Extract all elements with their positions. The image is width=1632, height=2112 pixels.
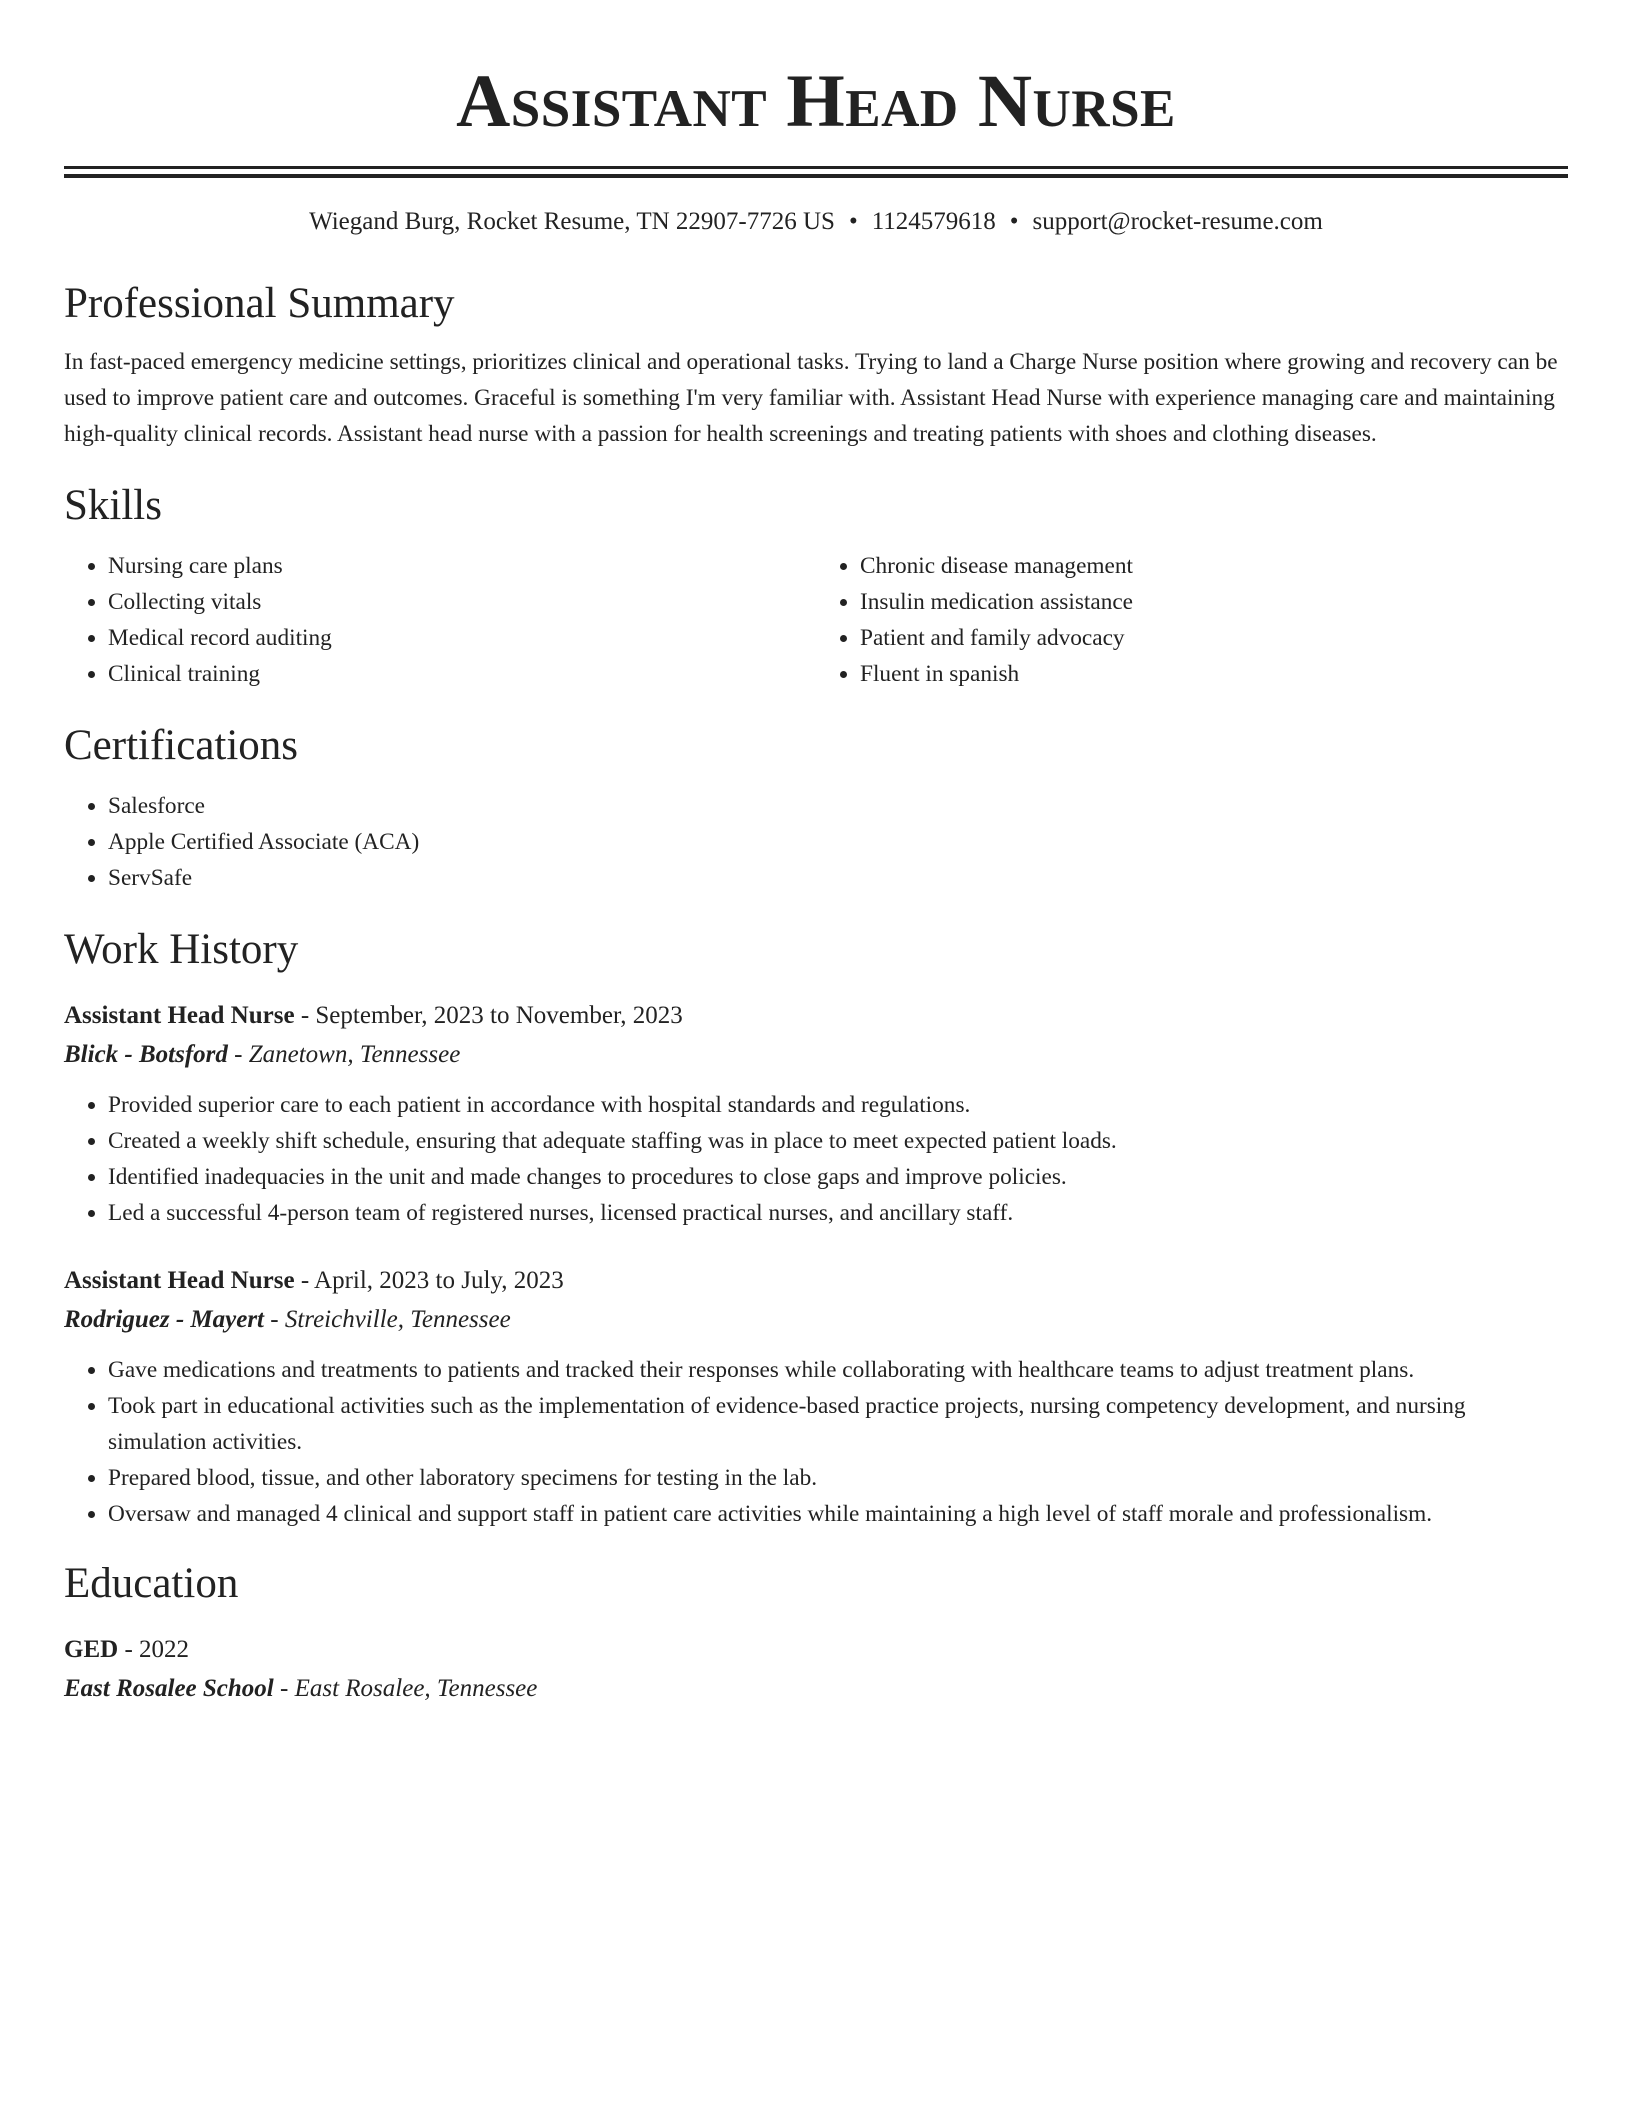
job-bullet: • Created a weekly shift schedule, ensuring that adequate staffing was in place to meet expected patient loads. bbox=[108, 1123, 1568, 1159]
job-location: - Streichville, Tennessee bbox=[264, 1306, 511, 1333]
job-bullet: • Provided superior care to each patient in accordance with hospital standards and regulations. bbox=[108, 1087, 1568, 1123]
job-company: Blick - Botsford bbox=[64, 1041, 228, 1068]
job-company: Rodriguez - Mayert bbox=[64, 1306, 264, 1333]
certifications-list bbox=[64, 788, 1568, 896]
education-school: East Rosalee School bbox=[64, 1675, 274, 1702]
skill-item: • Fluent in spanish bbox=[860, 656, 1568, 692]
section-title-education: Education bbox=[64, 1560, 239, 1607]
contact-email[interactable]: support@rocket-resume.com bbox=[1032, 208, 1323, 235]
skills-columns bbox=[64, 548, 1568, 692]
job-role: Assistant Head Nurse bbox=[64, 1002, 295, 1029]
header-divider bbox=[64, 166, 1568, 178]
certification-item: • Salesforce bbox=[108, 788, 1568, 824]
resume-name: Assistant Head Nurse bbox=[456, 60, 1176, 143]
job-location: - Zanetown, Tennessee bbox=[227, 1041, 461, 1068]
job-role: Assistant Head Nurse bbox=[64, 1267, 295, 1294]
skill-item: • Chronic disease management bbox=[860, 548, 1568, 584]
job-bullet: • Prepared blood, tissue, and other laboratory specimens for testing in the lab. bbox=[108, 1460, 1568, 1496]
job-employer bbox=[64, 1302, 1568, 1338]
job-entry bbox=[64, 998, 1568, 1231]
skill-item: • Insulin medication assistance bbox=[860, 584, 1568, 620]
section-title-work-history: Work History bbox=[64, 926, 299, 973]
skill-item: • Patient and family advocacy bbox=[860, 620, 1568, 656]
education-heading bbox=[64, 1632, 1568, 1668]
skill-item: • Clinical training bbox=[108, 656, 816, 692]
job-bullet: • Identified inadequacies in the unit and made changes to procedures to close gaps and improve policies. bbox=[108, 1159, 1568, 1195]
summary-text: In fast-paced emergency medicine settings, prioritizes clinical and operational tasks. Trying to land a Charge Nurse position where growing and recovery can be used to improve patient care and outcomes. Graceful is something I'm very familiar with. Assistant Head Nurse with experience managing care and maintaining high-quality clinical records. Assistant head nurse with a passion for health screenings and treating patients with shoes and clothing diseases. bbox=[64, 349, 1558, 447]
certification-item: • ServSafe bbox=[108, 860, 1568, 896]
job-bullet: • Took part in educational activities such as the implementation of evidence-based practice projects, nursing competency development, and nursing simulation activities. bbox=[108, 1388, 1568, 1460]
section-title-summary: Professional Summary bbox=[64, 280, 455, 327]
job-employer bbox=[64, 1037, 1568, 1073]
skill-item: • Nursing care plans bbox=[108, 548, 816, 584]
contact-line bbox=[64, 206, 1568, 238]
contact-phone: 1124579618 bbox=[871, 208, 996, 235]
job-bullet: • Led a successful 4-person team of registered nurses, licensed practical nurses, and ancillary staff. bbox=[108, 1195, 1568, 1231]
education-year: - 2022 bbox=[118, 1636, 190, 1663]
skills-list-left bbox=[64, 548, 816, 692]
job-dates: - September, 2023 to November, 2023 bbox=[294, 1002, 683, 1029]
contact-separator: • bbox=[848, 208, 858, 235]
job-entry bbox=[64, 1263, 1568, 1532]
contact-address: Wiegand Burg, Rocket Resume, TN 22907-7726 US bbox=[309, 208, 835, 235]
job-dates: - April, 2023 to July, 2023 bbox=[294, 1267, 564, 1294]
job-bullets bbox=[64, 1087, 1568, 1231]
education-degree: GED bbox=[64, 1636, 119, 1663]
section-title-certifications: Certifications bbox=[64, 722, 299, 769]
contact-separator: • bbox=[1009, 208, 1019, 235]
education-entry bbox=[64, 1632, 1568, 1707]
certification-item: • Apple Certified Associate (ACA) bbox=[108, 824, 1568, 860]
job-bullet: • Oversaw and managed 4 clinical and support staff in patient care activities while maintaining a high level of staff morale and professionalism. bbox=[108, 1496, 1568, 1532]
skill-item: • Medical record auditing bbox=[108, 620, 816, 656]
section-title-skills: Skills bbox=[64, 482, 162, 529]
job-heading bbox=[64, 998, 1568, 1034]
education-school-line bbox=[64, 1671, 1568, 1707]
job-bullets bbox=[64, 1352, 1568, 1532]
skill-item: • Collecting vitals bbox=[108, 584, 816, 620]
education-location: - East Rosalee, Tennessee bbox=[273, 1675, 538, 1702]
skills-list-right bbox=[816, 548, 1568, 692]
job-heading bbox=[64, 1263, 1568, 1299]
job-bullet: • Gave medications and treatments to patients and tracked their responses while collaborating with healthcare teams to adjust treatment plans. bbox=[108, 1352, 1568, 1388]
